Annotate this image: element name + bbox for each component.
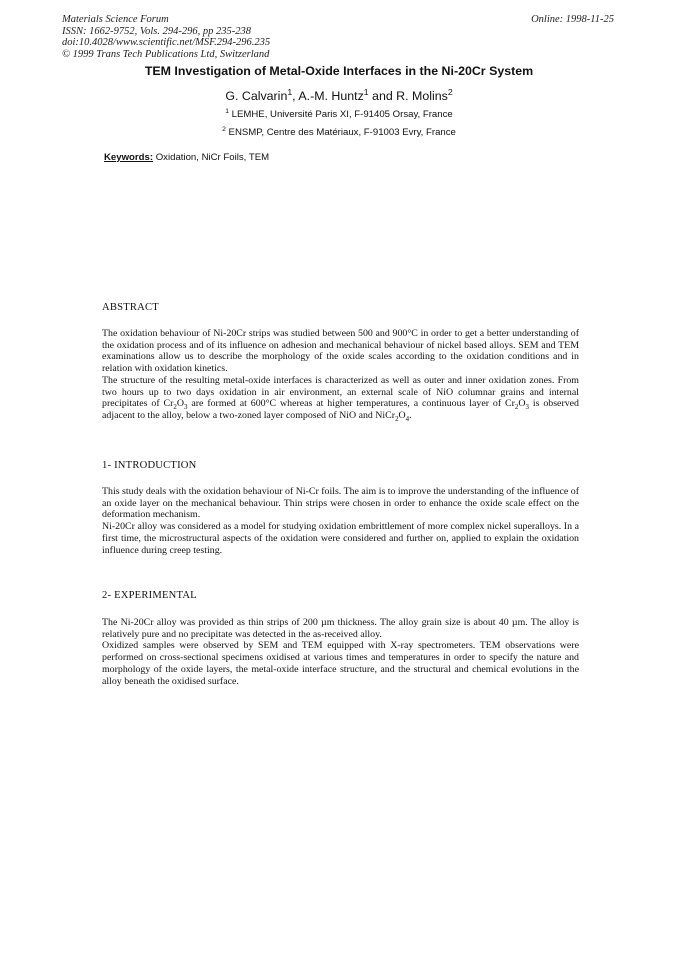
experimental-paragraph: Oxidized samples were observed by SEM and TEM equipped with X-ray spectrometers. TEM observations were performed on cross-sectional specimens oxidised at various times and temperatures in order to specify the nature and morphology of the oxide layers, the metal-oxide interface structure, and the structural and chemical evolutions in the alloy beneath the oxidised surface.	[102, 640, 579, 687]
issn-line: ISSN: 1662-9752, Vols. 294-296, pp 235-238	[62, 25, 251, 37]
copyright-line: © 1999 Trans Tech Publications Ltd, Switzerland	[62, 48, 270, 60]
author-affil-mark: 1	[287, 86, 293, 97]
experimental-body	[102, 617, 579, 687]
keywords-value: Oxidation, NiCr Foils, TEM	[153, 152, 270, 163]
author-affil-mark: 2	[447, 86, 453, 97]
journal-name: Materials Science Forum	[62, 14, 169, 25]
introduction-heading: 1- INTRODUCTION	[102, 460, 197, 471]
affiliation-2	[0, 127, 678, 138]
author-name: and R. Molins	[368, 89, 448, 103]
online-date: Online: 1998-11-25	[531, 14, 614, 25]
abstract-paragraph: The structure of the resulting metal-oxide interfaces is characterized as well as outer and inner oxidation zones. From two hours up to two days oxidation in air environment, an external scale of NiO columnar grains and internal precipitates of $Cr_2O_3$ are formed at 600°C whereas at higher temperatures, a continuous layer of $Cr_2O_3$ is observed adjacent to the alloy, below a two-zoned layer composed of NiO and $NiCr_2O_4$.	[102, 374, 579, 423]
experimental-paragraph: The Ni-20Cr alloy was provided as thin strips of 200 µm thickness. The alloy grain size is about 40 µm. The alloy is relatively pure and no precipitate was detected in the as-received alloy.	[102, 617, 579, 640]
affiliation-text: LEMHE, Université Paris XI, F-91405 Orsay, France	[231, 109, 453, 120]
journal-header	[62, 14, 270, 60]
abstract-heading: ABSTRACT	[102, 302, 159, 313]
author-list	[0, 86, 678, 103]
author-name: G. Calvarin	[225, 89, 288, 103]
introduction-body	[102, 486, 579, 556]
introduction-paragraph: This study deals with the oxidation behaviour of Ni-Cr foils. The aim is to improve the understanding of the influence of an oxide layer on the mechanical behaviour. Thin strips were chosen in order to enhance the oxide scale effect on the deformation mechanism.	[102, 486, 579, 521]
experimental-heading: 2- EXPERIMENTAL	[102, 590, 197, 601]
paper-title: TEM Investigation of Metal-Oxide Interfaces in the Ni-20Cr System	[144, 64, 534, 78]
keywords-label: Keywords:	[104, 152, 154, 163]
keywords-line	[104, 152, 269, 163]
affiliation-mark: 1	[225, 107, 229, 115]
affiliation-text: ENSMP, Centre des Matériaux, F-91003 Evry, France	[228, 127, 456, 138]
abstract-body	[102, 328, 579, 422]
affiliation-mark: 2	[222, 125, 226, 133]
affiliation-1	[0, 109, 678, 120]
author-name: , A.-M. Huntz	[292, 89, 364, 103]
abstract-paragraph: The oxidation behaviour of Ni-20Cr strips was studied between 500 and 900°C in order to get a better understanding of the oxidation process and of its influence on adhesion and mechanical behaviour of nickel based alloys. SEM and TEM examinations allow us to describe the morphology of the oxide scales according to the oxidation conditions and in relation with oxidation kinetics.	[102, 328, 579, 375]
doi-line: doi:10.4028/www.scientific.net/MSF.294-296.235	[62, 37, 271, 48]
author-affil-mark: 1	[363, 86, 369, 97]
introduction-paragraph: Ni-20Cr alloy was considered as a model for studying oxidation embrittlement of more complex nickel superalloys. In a first time, the microstructural aspects of the oxidation were considered and further on, applied to explain the oxidation influence during creep testing.	[102, 521, 579, 556]
